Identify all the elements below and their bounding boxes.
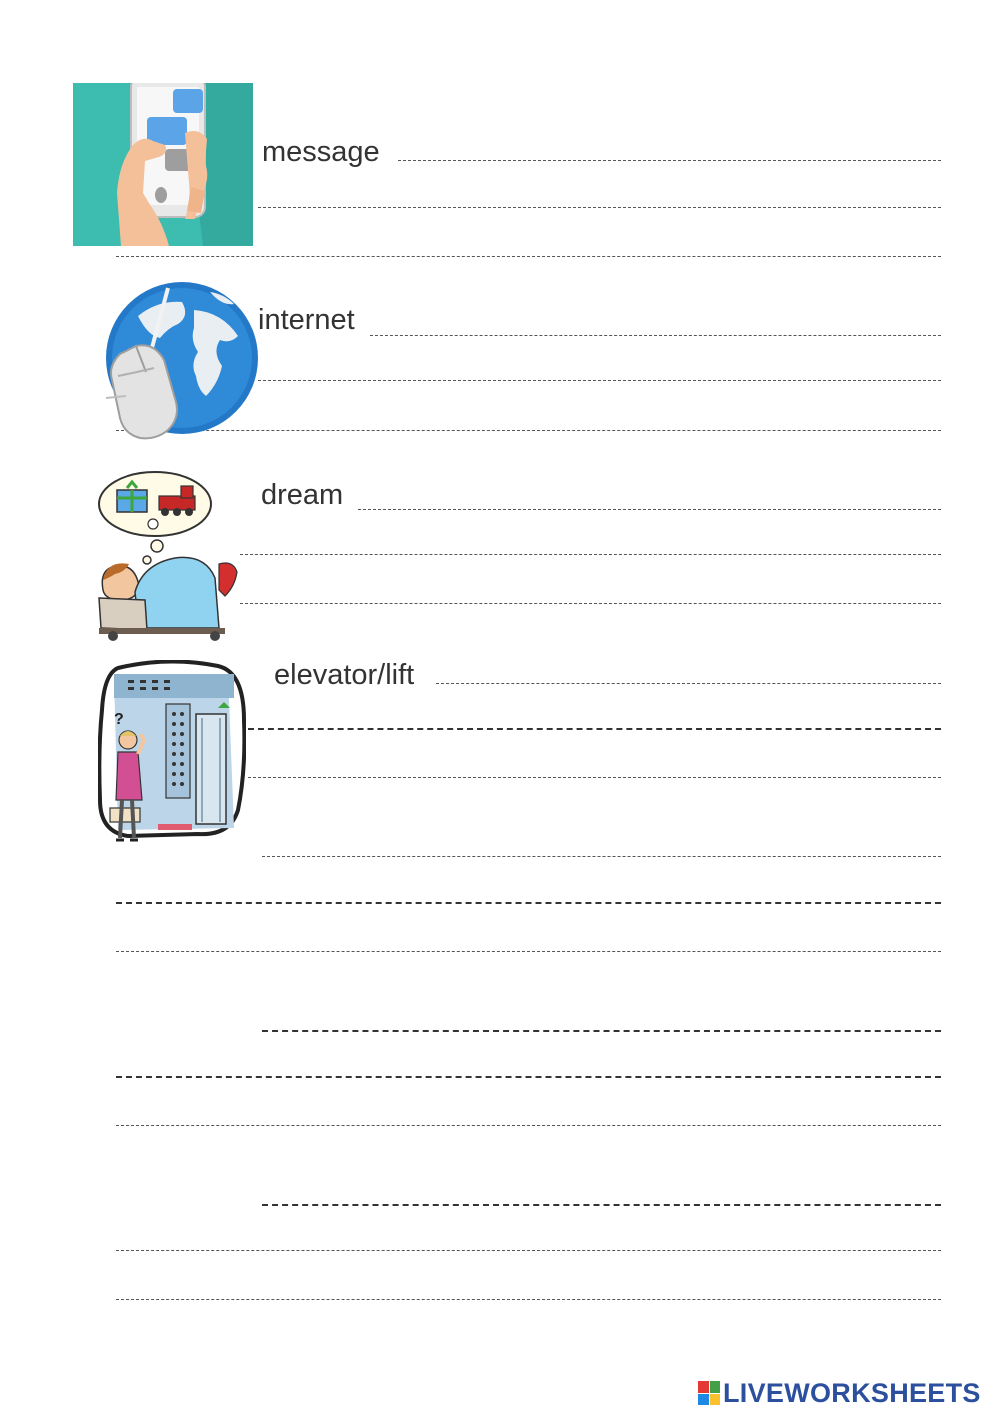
word-label: message xyxy=(262,136,380,168)
word-label: elevator/lift xyxy=(274,659,415,691)
word-label: dream xyxy=(261,479,344,511)
writing-line[interactable] xyxy=(262,1204,941,1206)
writing-line[interactable] xyxy=(116,256,941,257)
writing-line[interactable] xyxy=(436,683,941,684)
writing-line[interactable] xyxy=(370,335,941,336)
writing-line[interactable] xyxy=(116,902,941,904)
writing-line[interactable] xyxy=(116,951,941,952)
writing-line[interactable] xyxy=(258,380,941,381)
writing-line[interactable] xyxy=(248,728,941,730)
smartphone-messages-icon xyxy=(73,83,253,246)
writing-line[interactable] xyxy=(262,856,941,857)
writing-line[interactable] xyxy=(258,207,941,208)
writing-line[interactable] xyxy=(116,1250,941,1251)
brand-name: LIVEWORKSHEETS xyxy=(723,1377,981,1408)
globe-mouse-icon xyxy=(98,280,260,442)
writing-line[interactable] xyxy=(248,777,941,778)
liveworksheets-logo xyxy=(698,1378,981,1408)
writing-line[interactable] xyxy=(116,1125,941,1126)
elevator-man-icon xyxy=(98,660,246,850)
word-label: internet xyxy=(258,304,355,336)
writing-line[interactable] xyxy=(116,1076,941,1078)
writing-line[interactable] xyxy=(240,603,941,604)
writing-line[interactable] xyxy=(262,1030,941,1032)
writing-line[interactable] xyxy=(116,1299,941,1300)
writing-line[interactable] xyxy=(240,554,941,555)
sleeping-boy-dream-icon xyxy=(95,468,240,642)
svg-text:?: ? xyxy=(114,711,124,728)
brand-blocks-icon xyxy=(698,1381,720,1405)
writing-line[interactable] xyxy=(358,509,941,510)
writing-line[interactable] xyxy=(398,160,941,161)
